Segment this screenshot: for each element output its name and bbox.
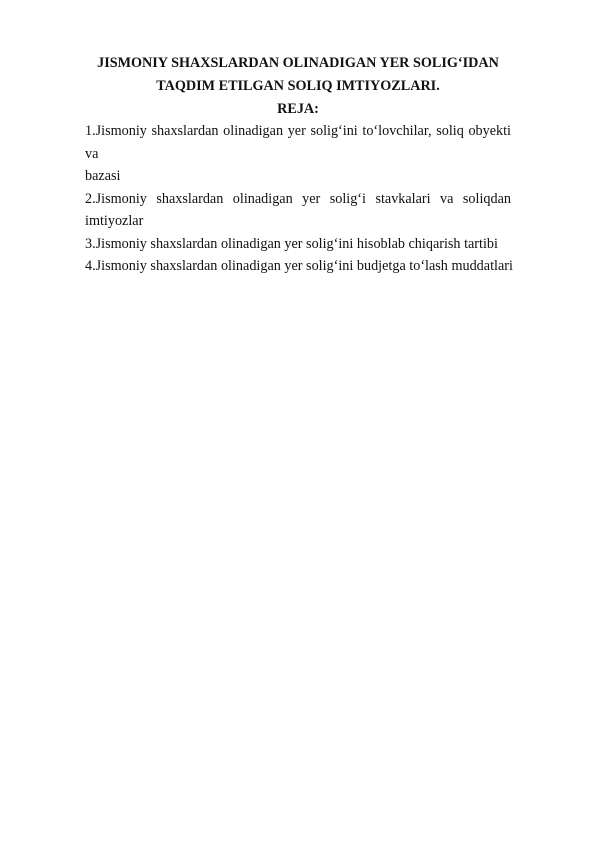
document-content (85, 52, 511, 278)
title-line-1: JISMONIY SHAXSLARDAN OLINADIGAN YER SOLIG‘IDAN (97, 55, 499, 71)
title-line-2: TAQDIM ETILGAN SOLIQ IMTIYOZLARI. (156, 78, 440, 94)
document-title (85, 52, 511, 98)
plan-heading: REJA: (277, 101, 319, 117)
plan-item-4 (85, 255, 511, 278)
plan-item-1-line-1: 1.Jismoniy shaxslardan olinadigan yer solig‘ini to‘lovchilar, soliq obyekti va (85, 123, 511, 162)
plan-item-2 (85, 188, 511, 233)
plan-item-2-line-2: imtiyozlar (85, 213, 144, 229)
plan-item-1 (85, 120, 511, 188)
plan-item-1-line-2: bazasi (85, 168, 121, 184)
plan-item-3-line-1: 3.Jismoniy shaxslardan olinadigan yer solig‘ini hisoblab chiqarish tartibi (85, 235, 498, 252)
plan-list (85, 120, 511, 278)
plan-item-2-line-1: 2.Jismoniy shaxslardan olinadigan yer solig‘i stavkalari va soliqdan (85, 190, 511, 207)
plan-item-3 (85, 233, 511, 256)
plan-item-4-line-1: 4.Jismoniy shaxslardan olinadigan yer solig‘ini budjetga to‘lash muddatlari (85, 258, 513, 274)
